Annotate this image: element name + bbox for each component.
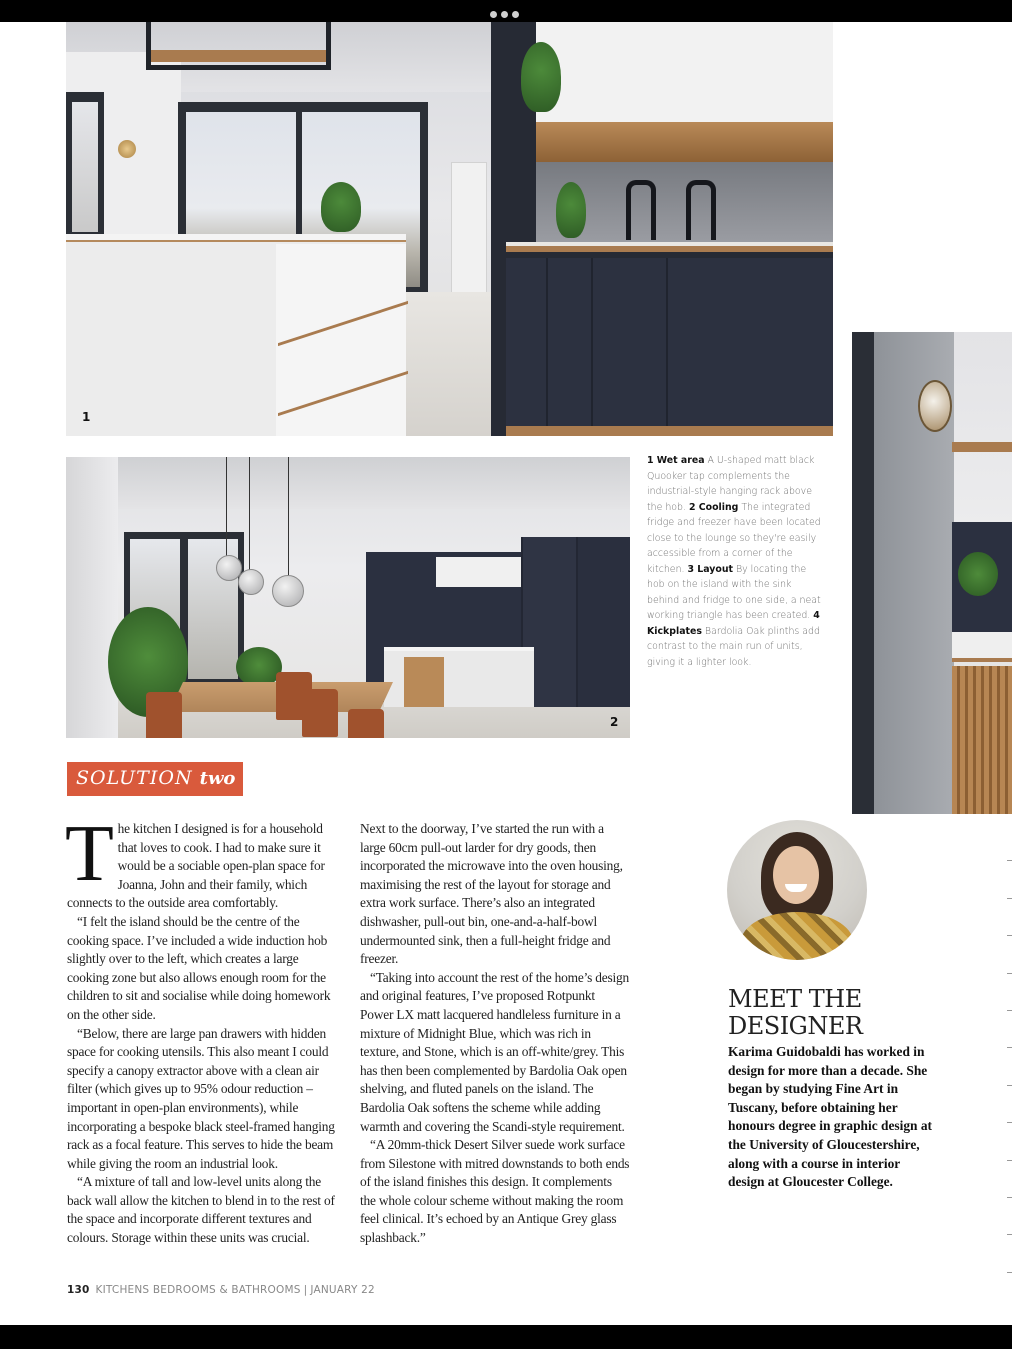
paragraph: “A 20mm-thick Desert Silver suede work surface from Silestone with mitred downstands to both ends of the island finishes this design. It complements the whole colour scheme without making the room feel clinical. It’s echoed by an Antique Grey glass splashback.”: [360, 1137, 630, 1246]
article-column-1: [65, 810, 340, 1248]
wall-light: [118, 140, 136, 158]
more-options-icon[interactable]: [490, 11, 519, 18]
wall-light: [918, 380, 952, 432]
caption-text: Bardolia Oak plinths add contrast to the main run of units, giving it a lighter look.: [647, 625, 820, 668]
paragraph: “I felt the island should be the centre of the cooking space. I’ve included a wide induction hob slightly over to the left, which creates a large cooking zone but also allows enough room for the children to sit and socialise while doing homework on the other side.: [67, 913, 331, 1022]
kitchen-photo-1: [66, 22, 833, 436]
solution-heading: [67, 762, 243, 796]
caption-text: A U-shaped matt black Quooker tap complements the industrial-style hanging rack above the hob.: [647, 455, 815, 513]
magazine-page: [0, 22, 1012, 1325]
quooker-tap: [626, 180, 656, 240]
meet-the-designer-heading: MEET THE DESIGNER: [728, 985, 863, 1040]
designer-portrait: [727, 820, 867, 960]
article-column-2: [360, 820, 630, 1248]
viewer-top-bar: [0, 0, 1012, 22]
caption-text: By locating the hob on the island with the sink behind and fridge to one side, a neat working triangle has been created.: [647, 563, 821, 621]
designer-bio: Karima Guidobaldi has worked in design for more than a decade. She began by studying Fine Art in Tuscany, before obtaining her honours degree in graphic design at the University of Gloucestershire, along with a course in interior design at Gloucester College.: [728, 1044, 932, 1190]
paragraph: Next to the doorway, I’ve started the run with a large 60cm pull-out larder for dry goods, then incorporated the microwave into the oven housing, maximising the rest of the layout for storage and extra work surface. There’s also an integrated dishwasher, pull-out bin, one-and-a-half-bowl undermounted sink, then a full-height fridge and freezer.: [360, 821, 623, 967]
paragraph: “A mixture of tall and low-level units along the back wall allow the kitchen to blend in to the rest of the space and incorporate different textures and colours. Storage within these units was crucial.: [67, 1174, 335, 1246]
caption-label: 3 Layout: [687, 563, 733, 575]
issue-date: JANUARY 22: [310, 1284, 375, 1296]
page-footer: [67, 1284, 375, 1296]
publication-name: KITCHENS BEDROOMS & BATHROOMS: [95, 1284, 301, 1296]
solution-number: two: [199, 768, 236, 789]
kitchen-photo-2: [66, 457, 630, 738]
caption-label: 2 Cooling: [688, 501, 739, 513]
photo-number: 1: [82, 410, 91, 424]
solution-word: SOLUTION: [76, 767, 193, 789]
photo-number: 2: [610, 715, 619, 729]
page-number: 130: [67, 1284, 90, 1296]
viewer-bottom-bar: [0, 1325, 1012, 1349]
photo-captions: [647, 453, 823, 670]
kitchen-photo-3: [852, 332, 1012, 814]
paragraph: The kitchen I designed is for a household that loves to cook. I had to make sure it would be a sociable open-plan space for Joanna, John and their family, which connects to the outside area comfortably.: [65, 810, 325, 911]
caption-label: 1 Wet area: [647, 455, 705, 466]
paragraph: “Taking into account the rest of the home’s design and original features, I’ve proposed Rotpunkt Power LX matt lacquered handleless furniture in a mixture of Midnight Blue, which was rich in texture, and Stone, which is an off-white/grey. This has then been complemented by Bardolia Oak open shelving, and fluted panels on the island. The Bardolia Oak softens the scheme while adding warmth and covering the Scandi-style requirement.: [360, 969, 630, 1134]
footer-separator: |: [303, 1284, 308, 1296]
hanging-rack: [146, 22, 331, 70]
caption-label: 4 Kickplates: [647, 610, 820, 637]
paragraph: “Below, there are large pan drawers with hidden space for cooking utensils. This also meant I could specify a canopy extractor above with a clean air filter (which gives up to 95% odour reduction – important in open-plan environments), while incorporating a bespoke black steel-framed hanging rack as a focal feature. This serves to hide the beam while giving the room an industrial look.: [67, 1025, 335, 1171]
drop-cap: T: [65, 810, 114, 898]
caption-text: The integrated fridge and freezer have been located close to the lounge so they're easily accessible from a corner of the kitchen.: [647, 501, 821, 575]
